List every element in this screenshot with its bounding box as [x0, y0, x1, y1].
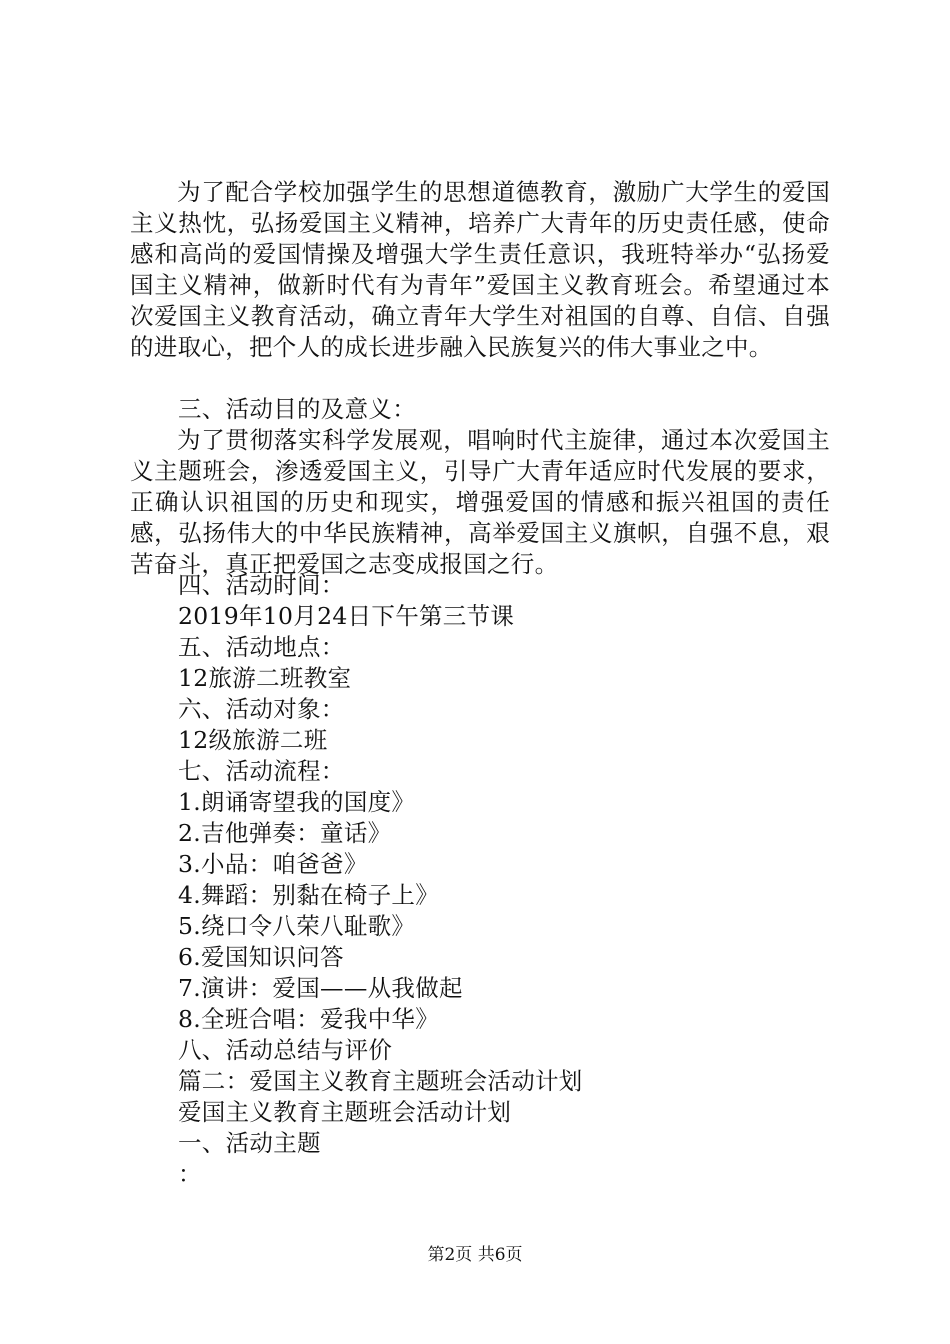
intro-paragraph: 为了配合学校加强学生的思想道德教育，激励广大学生的爱国主义热忱，弘扬爱国主义精神，培养广大青年的历史责任感，使命感和高尚的爱国情操及增强大学生责任意识，我班特举办“弘扬爱国主义精神，做新时代有为青年”爱国主义教育班会。希望通过本次爱国主义教育活动，确立青年大学生对祖国的自尊、自信、自强的进取心，把个人的成长进步融入民族复兴的伟大事业之中。	[130, 178, 830, 361]
plan-title: 爱国主义教育主题班会活动计划	[178, 1098, 512, 1126]
list-item: 5.绕口令八荣八耻歌》	[178, 912, 416, 940]
list-item: 7.演讲：爱国——从我做起	[178, 974, 463, 1002]
list-item: 2.吉他弹奏：童话》	[178, 819, 392, 847]
heading-time: 四、活动时间：	[178, 571, 345, 599]
heading-summary: 八、活动总结与评价	[178, 1036, 393, 1064]
heading-theme: 一、活动主题	[178, 1129, 321, 1157]
list-item: 4.舞蹈：别黏在椅子上》	[178, 881, 440, 909]
heading-target: 六、活动对象：	[178, 695, 345, 723]
list-item: 3.小品：咱爸爸》	[178, 850, 368, 878]
purpose-paragraph: 为了贯彻落实科学发展观，唱响时代主旋律，通过本次爱国主义主题班会，渗透爱国主义，引导广大青年适应时代发展的要求，正确认识祖国的历史和现实，增强爱国的情感和振兴祖国的责任感，弘扬伟大的中华民族精神，高举爱国主义旗帜，自强不息，艰苦奋斗，真正把爱国之志变成报国之行。	[130, 426, 830, 578]
heading-purpose: 三、活动目的及意义：	[178, 395, 416, 423]
heading-place: 五、活动地点：	[178, 633, 345, 661]
list-item: 6.爱国知识问答	[178, 943, 344, 971]
list-item: 8.全班合唱：爱我中华》	[178, 1005, 440, 1033]
time-value: 2019年10月24日下午第三节课	[178, 602, 515, 630]
heading-process: 七、活动流程：	[178, 757, 345, 785]
list-item: 1.朗诵寄望我的国度》	[178, 788, 416, 816]
part-two-title: 篇二：爱国主义教育主题班会活动计划	[178, 1067, 583, 1095]
theme-colon: ：	[178, 1160, 202, 1188]
page-footer: 第2页 共6页	[427, 1245, 523, 1265]
target-value: 12级旅游二班	[178, 726, 328, 754]
place-value: 12旅游二班教室	[178, 664, 352, 692]
